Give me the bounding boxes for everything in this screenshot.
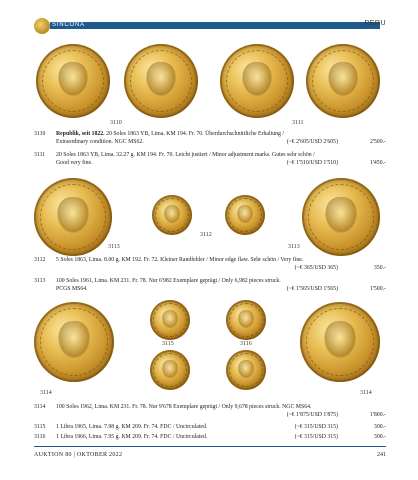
coin-label-3114-right: 3114: [360, 390, 372, 396]
coin-3110-reverse: [124, 44, 198, 118]
coin-3111-reverse: [306, 44, 380, 118]
lot-description: 1 Libra 1966, Lima. 7.95 g. KM 209. Fr. 74. FDC / Uncirculated.: [56, 434, 208, 440]
coin-label-3114-left: 3114: [40, 390, 52, 396]
coin-label-3113-left: 3113: [108, 244, 120, 250]
lot-description-cont: Extraordinary condition. NGC MS62.: [56, 138, 144, 145]
coin-label-3110: 3110: [110, 120, 122, 126]
lot-estimate: (~€ 1'875/USD 1'875): [286, 411, 338, 418]
lot-estimate: (~€ 315/USD 315): [294, 424, 338, 430]
coin-3116-reverse: [226, 350, 266, 390]
lot-price: 1'500.-: [369, 286, 386, 293]
lot-3115: [34, 424, 386, 432]
coin-3112-obverse: [152, 195, 192, 235]
footer-auction: AUKTION 80 | OKTOBER 2022: [34, 452, 123, 458]
lot-description: 20 Soles 1863 YB, Lima. 32.27 g. KM 194. Fr. 70. Leicht justiert / Minor adjustment marks. Gutes sehr schön /: [56, 152, 315, 158]
lot-price: 1'800.-: [369, 412, 386, 419]
coin-3110-obverse: [36, 44, 110, 118]
lot-estimate: (~€ 365/USD 365): [294, 264, 338, 271]
footer-divider: [34, 446, 386, 447]
lot-3113: [34, 278, 386, 294]
coin-label-3116: 3116: [240, 341, 252, 347]
lot-description-cont: Good very fine.: [56, 159, 93, 166]
lot-number: 3115: [34, 424, 46, 430]
lot-3116: [34, 434, 386, 442]
lot-number: 3112: [34, 257, 46, 263]
coin-3113-reverse: [302, 178, 380, 256]
lot-3112: [34, 257, 386, 273]
lot-number: 3114: [34, 404, 46, 410]
lot-number: 3113: [34, 278, 46, 284]
coin-3112-reverse: [225, 195, 265, 235]
coin-3111-obverse: [220, 44, 294, 118]
coin-3114-obverse: [34, 302, 114, 382]
lot-description: 1 Libra 1965, Lima. 7.98 g. KM 209. Fr. 74. FDC / Uncirculated.: [56, 424, 208, 430]
lot-price: 2'500.-: [369, 139, 386, 146]
coin-label-3111: 3111: [292, 120, 304, 126]
lot-price: 300.-: [373, 424, 386, 431]
lot-estimate: (~€ 1'565/USD 1'565): [286, 285, 338, 292]
coin-3114-reverse: [300, 302, 380, 382]
lot-3111: [34, 152, 386, 168]
lot-number: 3110: [34, 131, 46, 137]
lot-3110: [34, 131, 386, 147]
page-number: 241: [377, 452, 386, 458]
header-region: PERU: [364, 20, 386, 27]
sincona-logo-icon: [34, 18, 50, 34]
header-band: [50, 22, 380, 29]
lot-price: 300.-: [373, 434, 386, 441]
lot-description: 100 Soles 1961, Lima. KM 231. Fr. 78. Nur 6'982 Exemplare geprägt / Only 6,982 pieces struck.: [56, 278, 281, 284]
lot-estimate: (~€ 1'510/USD 1'510): [286, 159, 338, 166]
coin-label-3115: 3115: [162, 341, 174, 347]
lot-number: 3111: [34, 152, 46, 158]
coin-label-3112: 3112: [200, 232, 212, 238]
lot-description-cont: PCGS MS64.: [56, 285, 88, 292]
lot-price: 350.-: [373, 265, 386, 272]
lot-description: 100 Soles 1962, Lima. KM 231. Fr. 78. Nur 9'678 Exemplare geprägt / Only 9,678 pieces struck. NGC MS64.: [56, 404, 312, 410]
coin-3113-obverse: [34, 178, 112, 256]
lot-period: Republik, seit 1822.: [56, 131, 105, 137]
lot-description: 5 Soles 1863, Lima. 8.00 g. KM 192. Fr. 72. Kleiner Randfehler / Minor edge flaw. Sehr schön / Very fine.: [56, 257, 304, 263]
lot-estimate: (~€ 315/USD 315): [294, 434, 338, 440]
coin-3115-obverse: [150, 300, 190, 340]
lot-number: 3116: [34, 434, 46, 440]
lot-description: 20 Soles 1863 YB, Lima. KM 194. Fr. 70. Überdurchschnittliche Erhaltung /: [104, 131, 284, 137]
coin-3116-obverse: [226, 300, 266, 340]
coin-label-3113-right: 3113: [288, 244, 300, 250]
lot-estimate: (~€ 2'605/USD 2'605): [286, 138, 338, 145]
header-brand: SINCONA: [52, 22, 85, 28]
lot-3114: [34, 404, 386, 420]
lot-price: 1'450.-: [369, 160, 386, 167]
coin-3115-reverse: [150, 350, 190, 390]
